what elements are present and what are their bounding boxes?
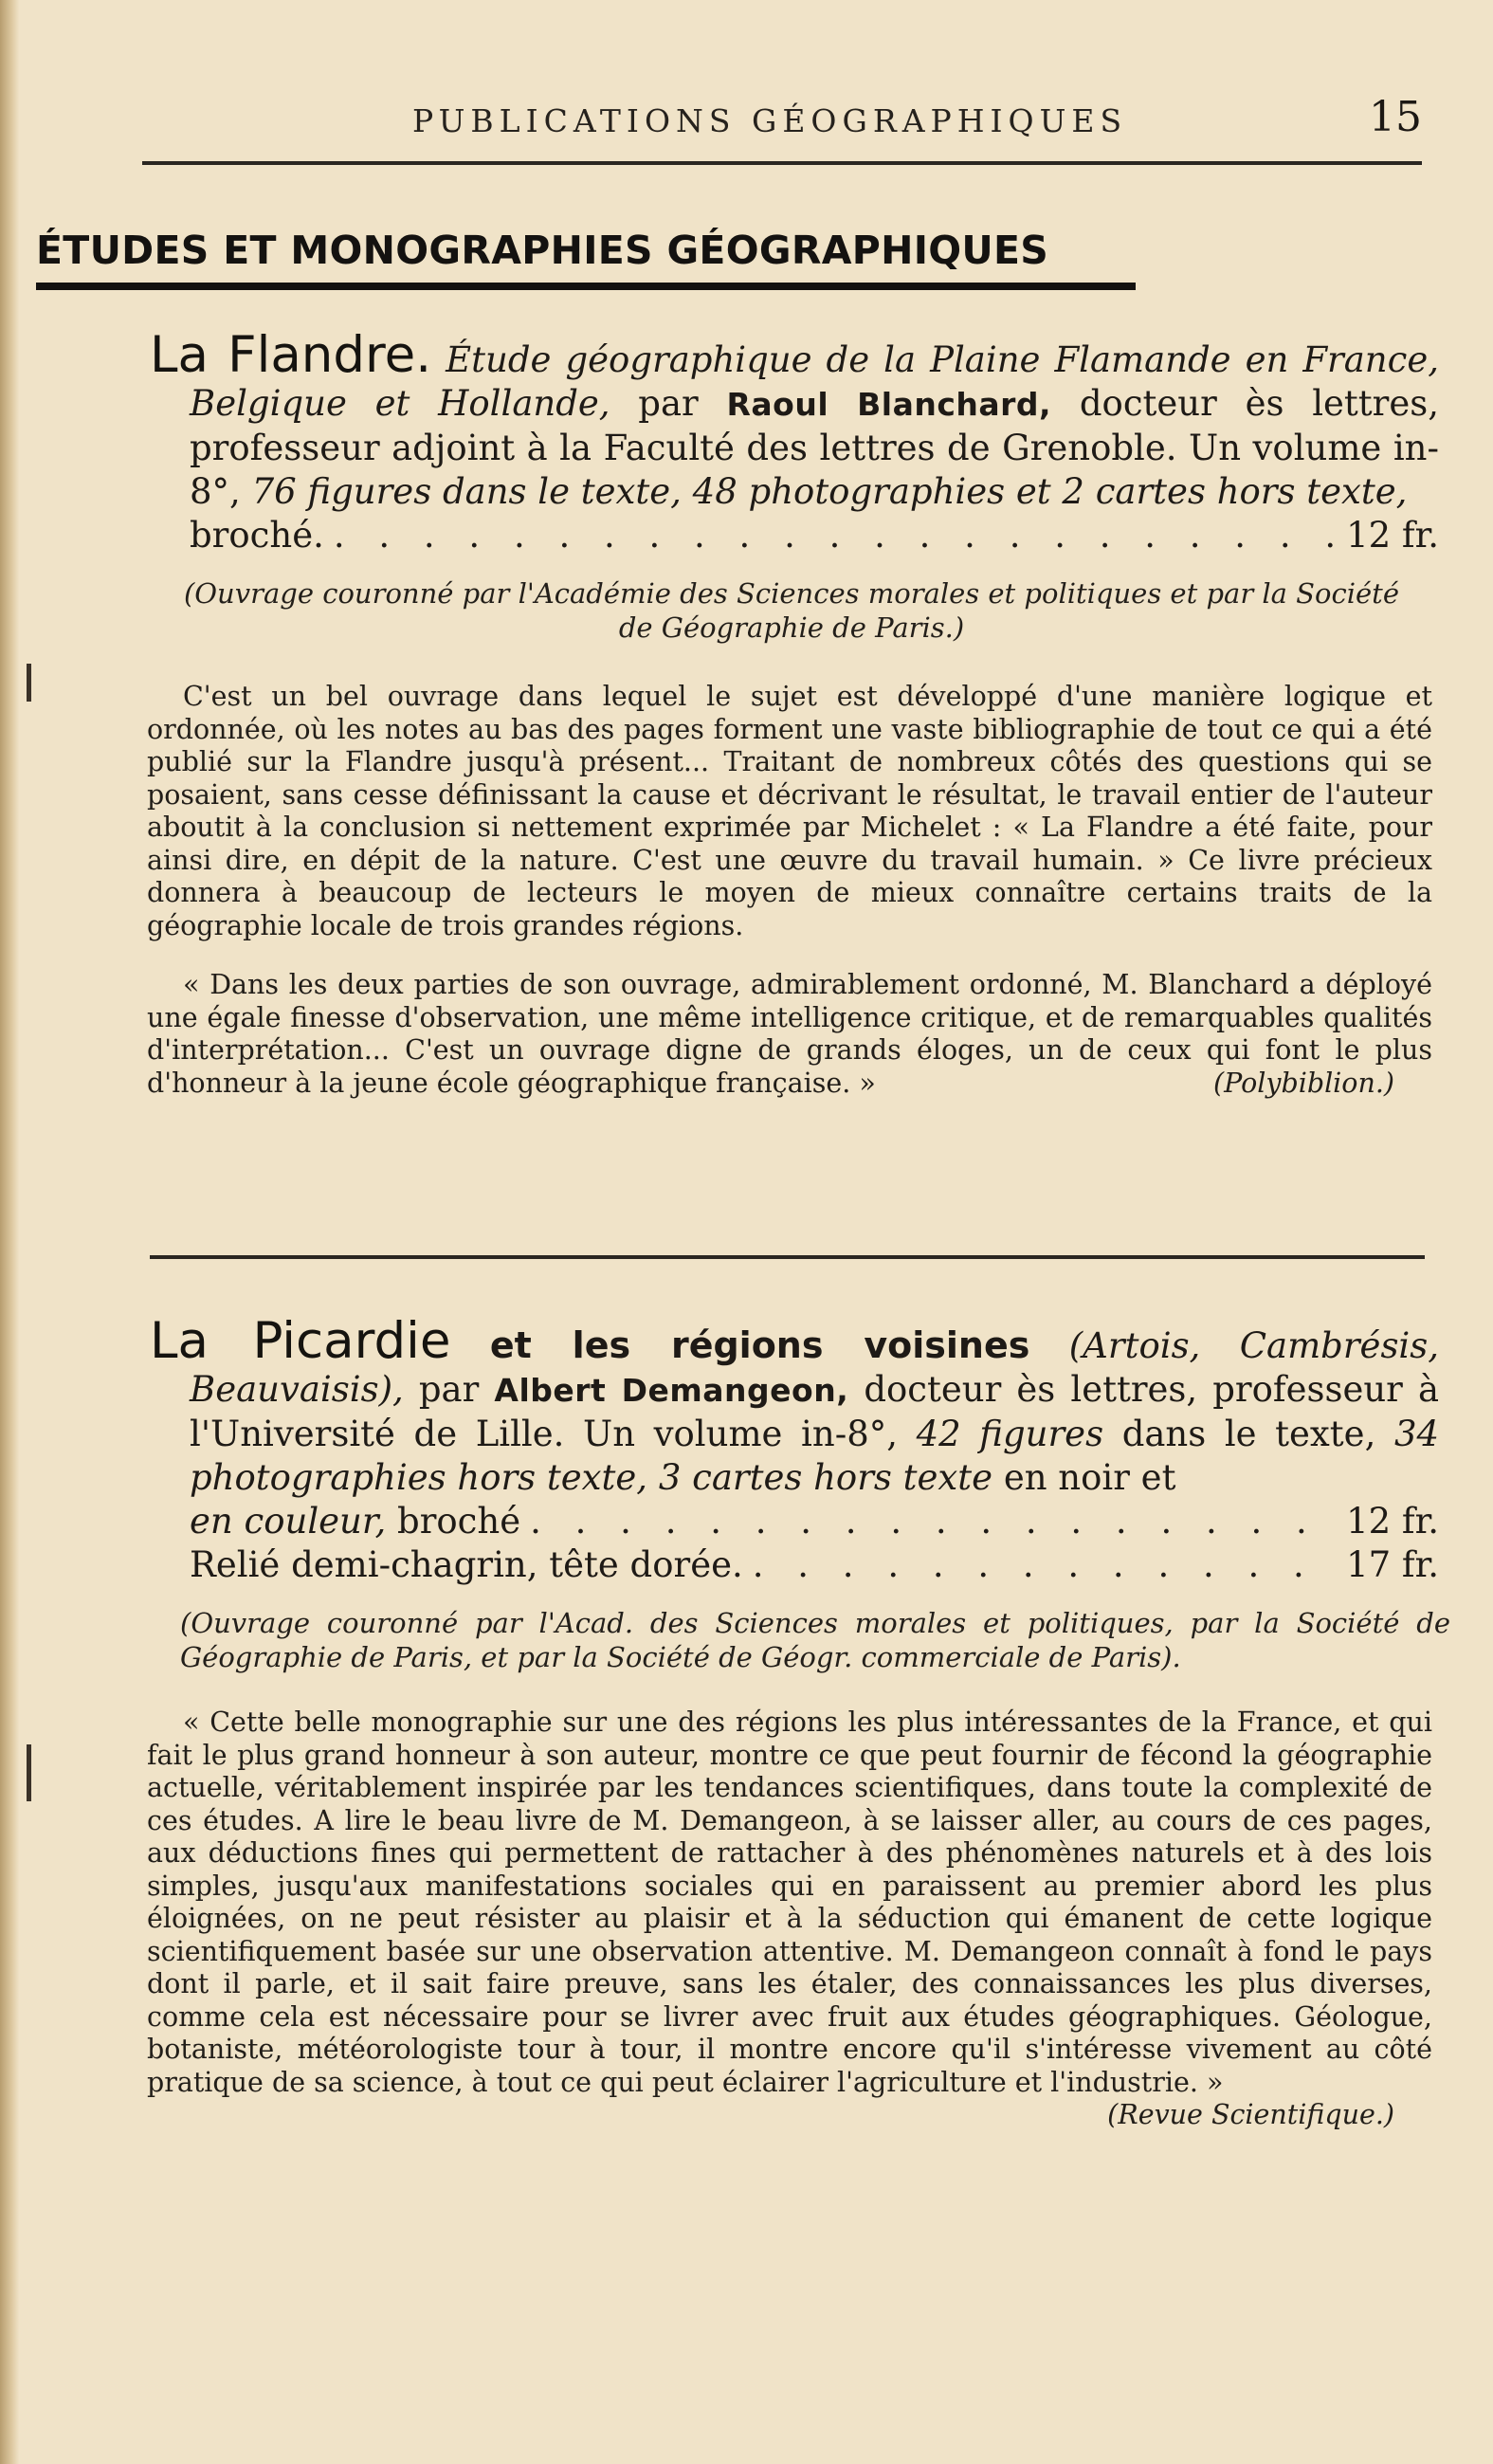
price-line: [150, 1500, 1439, 1543]
running-header: [142, 93, 1422, 146]
section-heading: ÉTUDES ET MONOGRAPHIES GÉOGRAPHIQUES: [36, 228, 1049, 273]
author-credentials: docteur ès lettres, professeur adjoint à la Faculté des lettres de Grenoble. Un volume in-8°,: [190, 383, 1439, 512]
page-spine-shadow: [0, 0, 19, 2464]
price: 12 fr.: [1346, 515, 1439, 556]
photos-count: 34 photographies hors texte, 3 cartes hors texte: [190, 1414, 1440, 1498]
author-credentials: docteur ès lettres, professeur à l'Université de Lille. Un volume in-8°,: [190, 1369, 1440, 1454]
figures-text: dans le texte,: [1121, 1414, 1376, 1454]
author-name: Albert Demangeon,: [494, 1372, 849, 1409]
review-text: [147, 681, 1432, 1100]
separator-rule: [150, 1255, 1425, 1259]
review-paragraph: [147, 969, 1432, 1100]
section-rule: [36, 283, 1136, 290]
book-title-suffix: et les régions voisines: [489, 1324, 1030, 1366]
book-description: [150, 1312, 1440, 1500]
bound-price: 17 fr.: [1346, 1544, 1439, 1585]
award-note: (Ouvrage couronné par l'Académie des Sciences morales et politiques et par la Société de Géographie de Paris.): [183, 577, 1400, 644]
dot-leader: [334, 514, 1337, 557]
bound-label: Relié demi-chagrin, tête dorée.: [190, 1544, 743, 1585]
par-text: par: [418, 1369, 480, 1410]
par-text: par: [638, 383, 699, 424]
dot-leader: [753, 1543, 1337, 1587]
figures-count: 76 figures dans le texte, 48 photographies et 2 cartes hors texte,: [251, 471, 1408, 512]
book-title: La Picardie: [150, 1312, 451, 1370]
header-rule: [142, 161, 1422, 165]
award-note: (Ouvrage couronné par l'Acad. des Sciences morales et politiques, par la Société de Géographie de Paris, et par la Société de Géogr. commerciale de Paris).: [180, 1607, 1450, 1673]
review-paragraph: [147, 1707, 1432, 2130]
color-text: en noir et: [1003, 1457, 1176, 1498]
price: 12 fr.: [1346, 1501, 1439, 1542]
review-source: (Revue Scientifique.): [1107, 2099, 1394, 2130]
author-name: Raoul Blanchard,: [726, 386, 1052, 423]
book-description: [150, 326, 1439, 514]
review-paragraph: C'est un bel ouvrage dans lequel le sujet est développé d'une manière logique et ordonnée, où les notes au bas des pages forment une vaste bibliographie de tout ce qui a été publié sur la Flandre jusqu'à présent... Traitant de nombreux côtés des questions qui se posaient, sans cesse définissant la cause et décrivant le résultat, le travail entier de l'auteur aboutit à la conclusion si nettement exprimée par Michelet : « La Flandre a été faite, pour ainsi dire, en dépit de la nature. C'est une œuvre du travail humain. » Ce livre précieux donnera à beaucoup de lecteurs le moyen de mieux connaître certains traits de la géographie locale de trois grandes régions.: [147, 681, 1432, 941]
regions-list: (Artois, Cambrésis, Beauvaisis),: [190, 1325, 1440, 1410]
figures-count: 42 figures: [916, 1414, 1104, 1454]
color-note: en couleur,: [190, 1501, 387, 1542]
review-source: (Polybiblion.): [1212, 1067, 1394, 1099]
page-number: 15: [1369, 93, 1422, 141]
price-line: [150, 514, 1439, 557]
book-entry-picardie: [150, 1312, 1440, 1587]
running-title: PUBLICATIONS GÉOGRAPHIQUES: [412, 102, 1128, 139]
margin-mark: [27, 1744, 31, 1801]
bound-price-line: [150, 1543, 1439, 1587]
binding-label: broché.: [190, 515, 324, 556]
dot-leader: [530, 1500, 1337, 1543]
margin-mark: [27, 664, 31, 702]
review-quote: « Cette belle monographie sur une des régions les plus intéressantes de la France, et qui fait le plus grand honneur à son auteur, montre ce que peut fournir de fécond la géographie actuelle, véritablement inspirée par les tendances scientifiques, dans toute la complexité de ces études. A lire le beau livre de M. Demangeon, à se laisser aller, au cours de ces pages, aux déductions fines qui permettent de rattacher à des phénomènes naturels et à des lois simples, jusqu'aux manifestations sociales qui en paraissent au premier abord les plus éloignées, on ne peut résister au plaisir et à la séduction qui émanent de cette logique scientifiquement basée sur une observation attentive. M. Demangeon connaît à fond le pays dont il parle, et il sait faire preuve, sans les étaler, des connaissances les plus diverses, comme cela est nécessaire pour se livrer avec fruit aux études géographiques. Géologue, botaniste, météorologiste tour à tour, il montre encore qu'il s'intéresse vivement au côté pratique de sa science, à tout ce qui peut éclairer l'agriculture et l'industrie. »: [147, 1707, 1432, 2098]
book-subtitle: Étude géographique de la Plaine Flamande en France, Belgique et Hollande,: [190, 339, 1439, 424]
review-quote: « Dans les deux parties de son ouvrage, admirablement ordonné, M. Blanchard a déployé une égale finesse d'observation, une même intelligence critique, et de remarquables qualités d'interprétation... C'est un ouvrage digne de grands éloges, un de ceux qui font le plus d'honneur à la jeune école géographique française. »: [147, 969, 1432, 1099]
review-text: [147, 1707, 1432, 2132]
book-title: La Flandre.: [150, 326, 432, 384]
book-entry-flandre: [150, 326, 1439, 557]
binding-label: broché: [397, 1501, 521, 1542]
